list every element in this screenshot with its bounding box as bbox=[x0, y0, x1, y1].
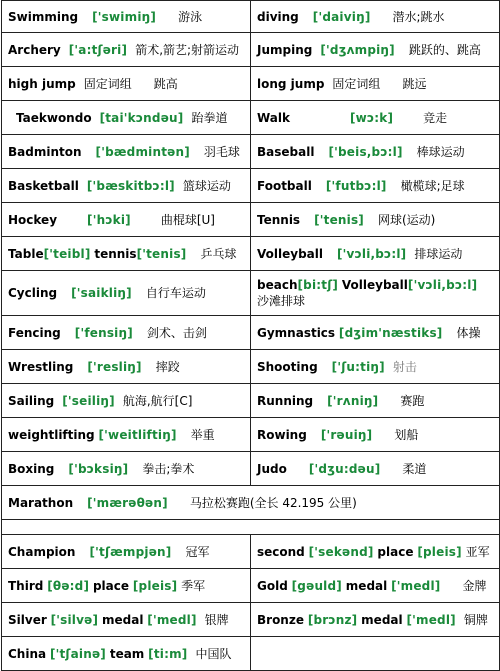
vocab-cell-fencing bbox=[2, 316, 251, 350]
vocab-cell-diving bbox=[251, 1, 500, 33]
vocab-cell-walk bbox=[251, 101, 500, 135]
english-word: tennis bbox=[94, 246, 137, 261]
english-word: Walk bbox=[257, 110, 290, 125]
english-word: Jumping bbox=[257, 42, 313, 57]
phonetic: ['futbɔ:l] bbox=[325, 178, 387, 193]
chinese-meaning: 跆拳道 bbox=[191, 110, 228, 125]
english-word: Gymnastics bbox=[257, 325, 336, 340]
english-word: Badminton bbox=[8, 144, 82, 159]
chinese-meaning: 摔跤 bbox=[155, 359, 180, 374]
phonetic: ['weitliftiŋ] bbox=[98, 427, 177, 442]
phonetic: ['saikliŋ] bbox=[71, 286, 132, 300]
chinese-meaning: 柔道 bbox=[402, 461, 427, 476]
english-word: Volleyball bbox=[341, 278, 408, 292]
phonetic: ['seiliŋ] bbox=[62, 393, 115, 408]
phonetic: ['rəuiŋ] bbox=[320, 427, 373, 442]
vocab-cell-second-place bbox=[251, 535, 500, 569]
phonetic: ['resliŋ] bbox=[87, 359, 142, 374]
chinese-meaning: 橄榄球;足球 bbox=[400, 178, 465, 193]
chinese-meaning: 跳跃的、跳高 bbox=[408, 42, 481, 57]
phonetic: ['bædmintən] bbox=[95, 144, 190, 159]
english-word: Shooting bbox=[257, 359, 318, 374]
phonetic: [brɔnz] bbox=[307, 612, 358, 627]
table-row bbox=[2, 169, 500, 203]
english-word: Taekwondo bbox=[16, 110, 92, 125]
phonetic: ['dʒu:dəu] bbox=[308, 461, 381, 476]
vocab-cell-rowing bbox=[251, 418, 500, 452]
vocab-cell-baseball bbox=[251, 135, 500, 169]
english-word: Gold bbox=[257, 578, 288, 593]
vocab-cell-tennis bbox=[251, 203, 500, 237]
chinese-meaning: 游泳 bbox=[178, 9, 203, 24]
table-row bbox=[2, 486, 500, 520]
chinese-meaning: 竞走 bbox=[423, 110, 448, 125]
english-word: Sailing bbox=[8, 393, 55, 408]
english-word: place bbox=[377, 544, 414, 559]
english-word: Marathon bbox=[8, 495, 74, 510]
phonetic: ['bɔksiŋ] bbox=[68, 461, 129, 476]
vocab-cell-badminton bbox=[2, 135, 251, 169]
vocab-cell-china-team bbox=[2, 637, 251, 671]
chinese-meaning: 排球运动 bbox=[414, 246, 463, 261]
vocab-cell-gold-medal bbox=[251, 569, 500, 603]
english-word: second bbox=[257, 544, 305, 559]
table-row bbox=[2, 637, 500, 671]
vocab-cell-cycling bbox=[2, 271, 251, 316]
phonetic: [pleis] bbox=[132, 578, 178, 593]
english-word: Table bbox=[8, 246, 44, 261]
english-word: medal bbox=[361, 612, 403, 627]
chinese-meaning: 举重 bbox=[190, 427, 215, 442]
vocab-cell-sailing bbox=[2, 384, 251, 418]
vocab-cell-long-jump bbox=[251, 67, 500, 101]
phonetic: ['vɔli,bɔ:l] bbox=[407, 278, 478, 292]
english-word: Bronze bbox=[257, 612, 304, 627]
table-row bbox=[2, 452, 500, 486]
phonetic: ['swimiŋ] bbox=[92, 9, 157, 24]
english-word: Judo bbox=[257, 461, 287, 476]
chinese-meaning: 篮球运动 bbox=[182, 178, 231, 193]
english-word: place bbox=[92, 578, 130, 593]
chinese-meaning: 剑术、击剑 bbox=[146, 325, 207, 340]
english-word: Tennis bbox=[257, 212, 301, 227]
chinese-meaning: 季军 bbox=[181, 578, 206, 593]
chinese-meaning: 沙滩排球 bbox=[257, 294, 306, 308]
vocab-cell-basketball bbox=[2, 169, 251, 203]
phonetic: ['teibl] bbox=[43, 246, 91, 261]
table-row bbox=[2, 237, 500, 271]
english-word: Swimming bbox=[8, 9, 79, 24]
english-word: medal bbox=[101, 612, 144, 627]
phonetic: [ti:m] bbox=[148, 646, 188, 661]
vocab-cell-judo bbox=[251, 452, 500, 486]
phonetic: ['tʃainə] bbox=[49, 646, 106, 661]
vocab-cell-high-jump bbox=[2, 67, 251, 101]
vocab-cell-gymnastics bbox=[251, 316, 500, 350]
chinese-meaning: 马拉松赛跑(全长 42.195 公里) bbox=[189, 495, 357, 510]
english-word: beach bbox=[257, 278, 298, 292]
english-word: Fencing bbox=[8, 325, 61, 340]
english-word: Third bbox=[8, 578, 44, 593]
chinese-meaning: 冠军 bbox=[185, 544, 210, 559]
vocab-cell-marathon bbox=[2, 486, 500, 520]
phonetic: ['vɔli,bɔ:l] bbox=[336, 246, 407, 261]
chinese-meaning: 网球(运动) bbox=[378, 212, 436, 227]
table-row bbox=[2, 135, 500, 169]
phonetic: ['a:tʃəri] bbox=[68, 42, 128, 57]
note: 固定词组 bbox=[332, 76, 381, 91]
table-row bbox=[2, 316, 500, 350]
english-word: China bbox=[8, 646, 47, 661]
chinese-meaning: 拳击;拳术 bbox=[142, 461, 195, 476]
table-row bbox=[2, 350, 500, 384]
phonetic: ['medl] bbox=[406, 612, 456, 627]
english-word: Volleyball bbox=[257, 246, 323, 261]
table-row bbox=[2, 203, 500, 237]
table-row bbox=[2, 603, 500, 637]
english-word: high jump bbox=[8, 76, 76, 91]
english-word: medal bbox=[345, 578, 388, 593]
vocab-cell-champion bbox=[2, 535, 251, 569]
vocab-cell-running bbox=[251, 384, 500, 418]
table-row bbox=[2, 384, 500, 418]
phonetic: ['tʃæmpjən] bbox=[89, 544, 172, 559]
english-word: Cycling bbox=[8, 286, 58, 300]
english-word: Champion bbox=[8, 544, 76, 559]
chinese-meaning: 赛跑 bbox=[400, 393, 425, 408]
vocab-cell-table-tennis bbox=[2, 237, 251, 271]
chinese-meaning: 亚军 bbox=[465, 544, 490, 559]
phonetic: [tai'kɔndəu] bbox=[99, 110, 184, 125]
note: 固定词组 bbox=[83, 76, 132, 91]
chinese-meaning: 金牌 bbox=[462, 578, 487, 593]
vocab-cell-bronze-medal bbox=[251, 603, 500, 637]
chinese-meaning: 航海,航行[C] bbox=[122, 393, 193, 408]
table-row-spacer bbox=[2, 520, 500, 535]
table-row bbox=[2, 101, 500, 135]
table-row bbox=[2, 418, 500, 452]
english-word: weightlifting bbox=[8, 427, 95, 442]
english-word: Running bbox=[257, 393, 314, 408]
chinese-meaning: 射击 bbox=[392, 359, 417, 374]
chinese-meaning: 跳高 bbox=[153, 76, 178, 91]
english-word: diving bbox=[257, 9, 299, 24]
phonetic: [bi:tʃ] bbox=[297, 278, 339, 292]
table-row bbox=[2, 569, 500, 603]
chinese-meaning: 潜水;跳水 bbox=[392, 9, 445, 24]
vocab-cell-hockey bbox=[2, 203, 251, 237]
chinese-meaning: 乒乓球 bbox=[200, 246, 237, 261]
table-row bbox=[2, 535, 500, 569]
phonetic: [dʒim'næstiks] bbox=[338, 325, 443, 340]
empty-cell bbox=[251, 637, 500, 671]
empty-cell bbox=[2, 520, 500, 535]
phonetic: ['dʒʌmpiŋ] bbox=[320, 42, 395, 57]
chinese-meaning: 箭术,箭艺;射箭运动 bbox=[135, 42, 240, 57]
vocab-cell-weightlifting bbox=[2, 418, 251, 452]
table-row bbox=[2, 67, 500, 101]
phonetic: ['rʌniŋ] bbox=[327, 393, 379, 408]
vocab-cell-jumping bbox=[251, 33, 500, 67]
phonetic: ['tenis] bbox=[136, 246, 187, 261]
chinese-meaning: 自行车运动 bbox=[145, 286, 206, 300]
english-word: Hockey bbox=[8, 212, 58, 227]
phonetic: ['medl] bbox=[391, 578, 441, 593]
table-row bbox=[2, 33, 500, 67]
english-word: Rowing bbox=[257, 427, 307, 442]
english-word: Silver bbox=[8, 612, 47, 627]
table-row bbox=[2, 1, 500, 33]
chinese-meaning: 曲棍球[U] bbox=[160, 212, 215, 227]
phonetic: ['fensiŋ] bbox=[74, 325, 133, 340]
chinese-meaning: 划船 bbox=[394, 427, 419, 442]
phonetic: ['ʃu:tiŋ] bbox=[331, 359, 385, 374]
vocab-cell-wrestling bbox=[2, 350, 251, 384]
chinese-meaning: 铜牌 bbox=[463, 612, 488, 627]
english-word: long jump bbox=[257, 76, 325, 91]
vocab-cell-swimming bbox=[2, 1, 251, 33]
phonetic: ['mærəθən] bbox=[87, 495, 168, 510]
chinese-meaning: 中国队 bbox=[195, 646, 232, 661]
chinese-meaning: 体操 bbox=[456, 325, 481, 340]
vocab-cell-archery bbox=[2, 33, 251, 67]
phonetic: [θə:d] bbox=[47, 578, 90, 593]
phonetic: ['silvə] bbox=[50, 612, 99, 627]
english-word: team bbox=[109, 646, 145, 661]
phonetic: ['hɔki] bbox=[87, 212, 131, 227]
english-word: Basketball bbox=[8, 178, 79, 193]
phonetic: [wɔ:k] bbox=[350, 110, 394, 125]
english-word: Boxing bbox=[8, 461, 55, 476]
vocab-cell-boxing bbox=[2, 452, 251, 486]
vocab-cell-taekwondo bbox=[2, 101, 251, 135]
chinese-meaning: 羽毛球 bbox=[203, 144, 240, 159]
table-row bbox=[2, 271, 500, 316]
vocab-cell-beach-volleyball bbox=[251, 271, 500, 316]
phonetic: [pleis] bbox=[417, 544, 462, 559]
chinese-meaning: 跳远 bbox=[402, 76, 427, 91]
vocab-cell-football bbox=[251, 169, 500, 203]
english-word: Archery bbox=[8, 42, 61, 57]
english-word: Baseball bbox=[257, 144, 315, 159]
phonetic: ['sekənd] bbox=[308, 544, 374, 559]
phonetic: [gəuld] bbox=[291, 578, 342, 593]
english-word: Wrestling bbox=[8, 359, 74, 374]
chinese-meaning: 银牌 bbox=[204, 612, 229, 627]
chinese-meaning: 棒球运动 bbox=[416, 144, 465, 159]
phonetic: ['medl] bbox=[147, 612, 197, 627]
phonetic: ['daiviŋ] bbox=[312, 9, 371, 24]
vocab-cell-silver-medal bbox=[2, 603, 251, 637]
english-word: Football bbox=[257, 178, 312, 193]
vocabulary-table bbox=[1, 0, 500, 671]
vocab-cell-volleyball bbox=[251, 237, 500, 271]
vocab-cell-third-place bbox=[2, 569, 251, 603]
phonetic: ['bæskitbɔ:l] bbox=[86, 178, 175, 193]
phonetic: ['beis,bɔ:l] bbox=[328, 144, 403, 159]
vocab-cell-shooting bbox=[251, 350, 500, 384]
phonetic: ['tenis] bbox=[314, 212, 364, 227]
